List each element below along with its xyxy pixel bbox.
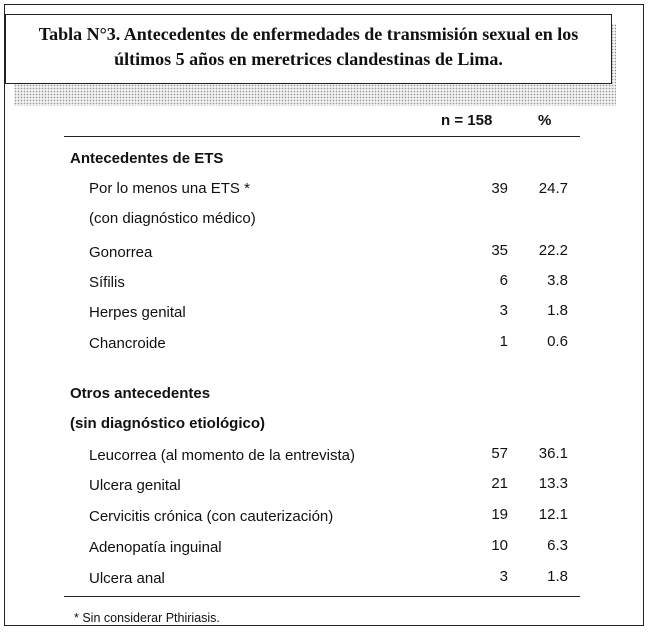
row-percent: 1.8 [547,302,568,319]
row-percent: 3.8 [547,272,568,289]
row-n: 1 [499,333,508,350]
row-n: 10 [491,537,508,554]
row-label: Cervicitis crónica (con cauterización) [89,508,334,525]
section-heading-otros: Otros antecedentes [70,385,211,402]
row-n: 3 [499,568,508,585]
row-n: 39 [491,180,508,197]
row-label: Gonorrea [89,244,153,261]
row-percent: 6.3 [547,537,568,554]
row-n: 57 [491,445,508,462]
footnote: * Sin considerar Pthiriasis. [74,611,220,625]
title-line-1: Tabla N°3. Antecedentes de enfermedades de transmisión sexual en los [38,24,579,44]
section-heading-ets: Antecedentes de ETS [70,150,224,167]
row-label: Sífilis [89,274,125,291]
section-subheading: (sin diagnóstico etiológico) [70,415,265,432]
row-label: Chancroide [89,335,166,352]
row-percent: 36.1 [538,445,568,462]
row-label: Ulcera genital [89,477,181,494]
row-n: 35 [491,242,508,259]
row-n: 19 [491,506,508,523]
row-percent: 24.7 [538,180,568,197]
row-label: Herpes genital [89,304,186,321]
row-percent: 12.1 [538,506,568,523]
bottom-rule [64,596,580,597]
row-n: 3 [499,302,508,319]
row-percent: 0.6 [547,333,568,350]
row-label: Ulcera anal [89,570,165,587]
table-title [5,14,612,84]
row-label: Leucorrea (al momento de la entrevista) [89,447,355,464]
row-n: 6 [499,272,508,289]
row-percent: 13.3 [538,475,568,492]
row-percent: 22.2 [538,242,568,259]
row-label: Por lo menos una ETS * [89,180,250,197]
title-line-2: últimos 5 años en meretrices clandestinas de Lima. [114,49,503,69]
row-label: Adenopatía inguinal [89,539,222,556]
row-percent: 1.8 [547,568,568,585]
header-rule [64,136,580,137]
row-label: (con diagnóstico médico) [89,210,256,227]
column-header-percent: % [538,112,552,129]
row-n: 21 [491,475,508,492]
column-header-n: n = 158 [441,112,493,129]
